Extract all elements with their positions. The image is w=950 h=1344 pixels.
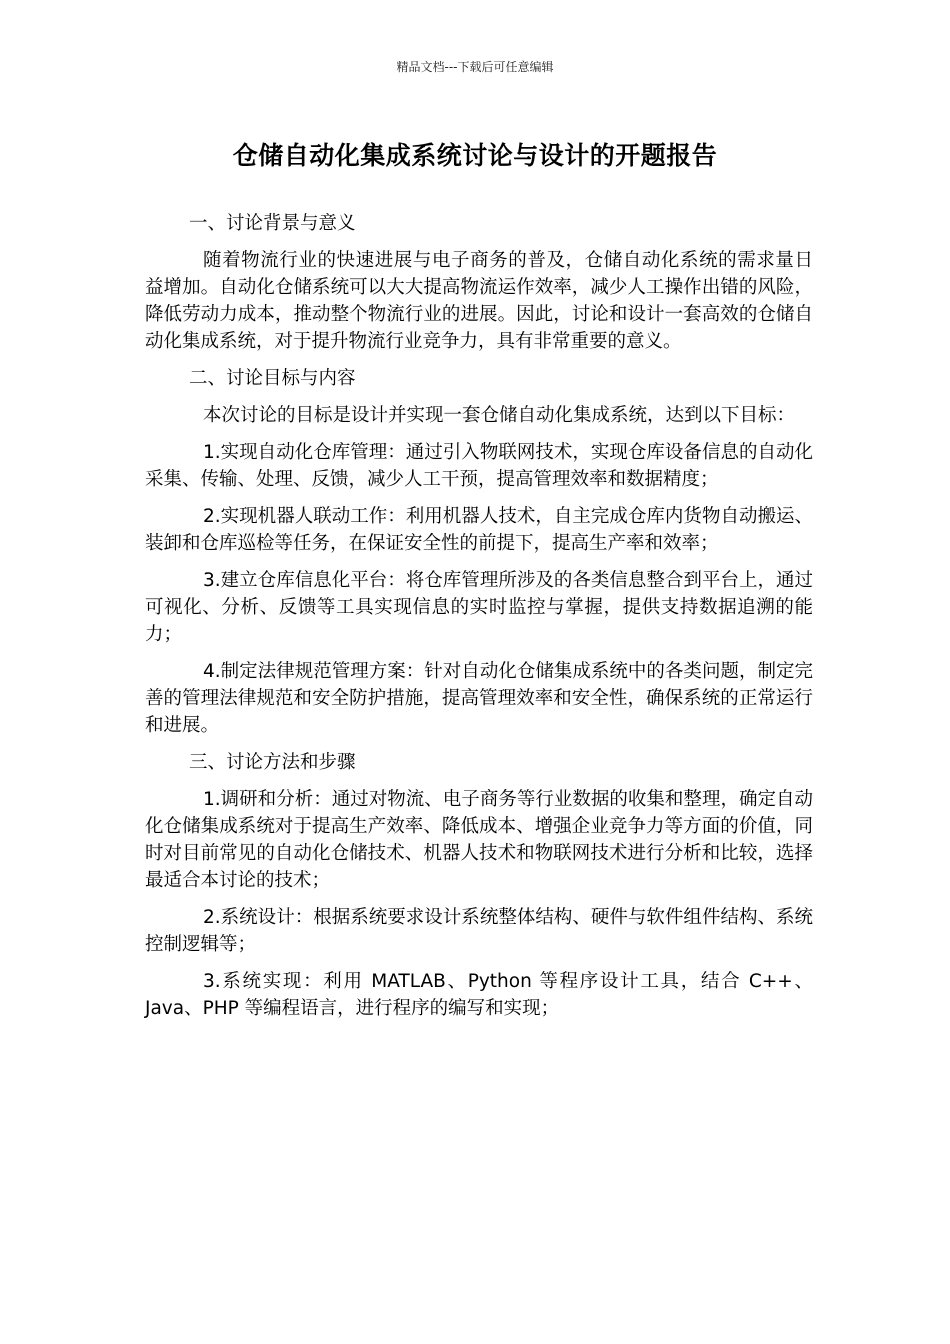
section-heading-methods: 三、讨论方法和步骤: [189, 752, 356, 773]
section-heading-goals: 二、讨论目标与内容: [189, 368, 356, 389]
goal-item-2: 2.实现机器人联动工作：利用机器人技术，自主完成仓库内货物自动搬运、装卸和仓库巡检等任务，在保证安全性的前提下，提高生产率和效率；: [145, 506, 813, 554]
document-body: [145, 210, 813, 1032]
paragraph-background: 随着物流行业的快速进展与电子商务的普及，仓储自动化系统的需求量日益增加。自动化仓储系统可以大大提高物流运作效率，减少人工操作出错的风险，降低劳动力成本，推动整个物流行业的进展。因此，讨论和设计一套高效的仓储自动化集成系统，对于提升物流行业竞争力，具有非常重要的意义。: [145, 250, 813, 352]
goal-item-3: 3.建立仓库信息化平台：将仓库管理所涉及的各类信息整合到平台上，通过可视化、分析、反馈等工具实现信息的实时监控与掌握，提供支持数据追溯的能力；: [145, 570, 813, 645]
paragraph-goals-intro: 本次讨论的目标是设计并实现一套仓储自动化集成系统，达到以下目标：: [203, 405, 796, 426]
goal-item-1: 1.实现自动化仓库管理：通过引入物联网技术，实现仓库设备信息的自动化采集、传输、处理、反馈，减少人工干预，提高管理效率和数据精度；: [145, 442, 813, 490]
document-title: 仓储自动化集成系统讨论与设计的开题报告: [232, 141, 718, 170]
method-item-1: 1.调研和分析：通过对物流、电子商务等行业数据的收集和整理，确定自动化仓储集成系统对于提高生产效率、降低成本、增强企业竞争力等方面的价值，同时对目前常见的自动化仓储技术、机器人技术和物联网技术进行分析和比较，选择最适合本讨论的技术；: [145, 789, 813, 891]
header-note: 精品文档---下载后可任意编辑: [396, 60, 554, 74]
section-heading-background: 一、讨论背景与意义: [189, 213, 356, 234]
goal-item-4: 4.制定法律规范管理方案：针对自动化仓储集成系统中的各类问题，制定完善的管理法律规范和安全防护措施，提高管理效率和安全性，确保系统的正常运行和进展。: [145, 661, 813, 736]
method-item-2: 2.系统设计：根据系统要求设计系统整体结构、硬件与软件组件结构、系统控制逻辑等；: [145, 907, 813, 955]
method-item-3: 3.系统实现：利用 MATLAB、Python 等程序设计工具，结合 C++、Java、PHP 等编程语言，进行程序的编写和实现；: [145, 971, 813, 1019]
